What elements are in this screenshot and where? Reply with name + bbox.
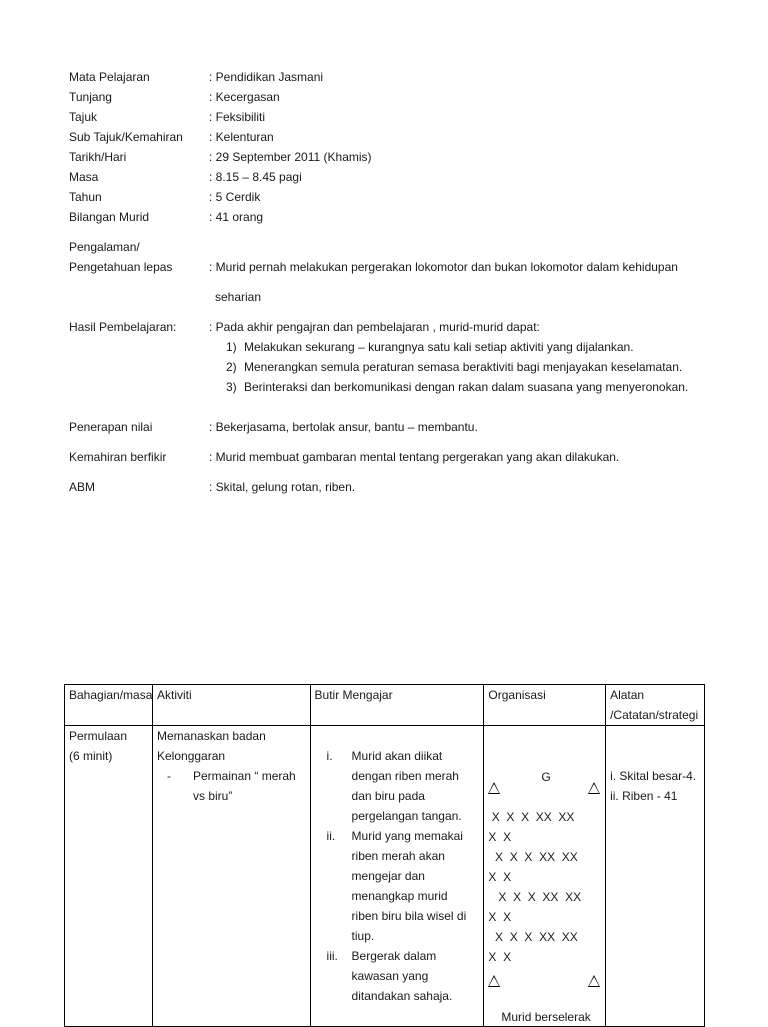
pengalaman-label-row [69,237,709,257]
nilai-row [69,417,709,437]
butir-line: ditandakan sahaja. [351,989,453,1003]
info-label: Bilangan Murid [69,210,150,224]
info-row-masa [69,167,709,187]
abm-label: ABM [69,480,96,494]
info-value: : Pendidikan Jasmani [209,70,324,84]
list-number: 2) [226,360,237,374]
list-item [315,746,480,826]
abm-row [69,477,709,497]
info-label: Tajuk [69,110,98,124]
list-text: Melakukan sekurang – kurangnya satu kali setiap aktiviti yang dijalankan. [244,340,634,354]
berfikir-row [69,447,709,467]
nilai-label: Penerapan nilai [69,420,153,434]
formation-row: X X [488,910,512,924]
pengalaman-row [69,257,709,277]
bullet-line: Permainan “ merah [193,769,296,783]
list-text: Berinteraksi dan berkomunikasi dengan rakan dalam suasana yang menyeronokan. [244,380,689,394]
abm-value: : Skital, gelung rotan, riben. [209,480,356,494]
cone-icon [588,975,600,987]
info-row-tarikh [69,147,709,167]
pengalaman-label-1: Pengalaman/ [69,240,140,254]
list-item [315,946,480,1006]
butir-line: pergelangan tangan. [351,809,462,823]
berfikir-value: : Murid membuat gambaran mental tentang pergerakan yang akan dilakukan. [209,450,620,464]
cell-alatan [606,726,705,1027]
list-item [209,357,709,377]
formation-diagram [484,726,605,1026]
lesson-plan-table [64,684,705,1027]
teacher-marker: G [541,770,551,784]
cone-icon [488,782,500,794]
list-number: i. [326,749,333,763]
table-header-row [65,685,705,726]
cell-butir [310,726,484,1027]
info-label: Tahun [69,190,102,204]
info-row-tajuk [69,107,709,127]
lesson-info [69,67,709,497]
header-alatan-line2: /Catatan/strategi [610,708,699,722]
cell-bahagian [65,726,153,1027]
list-item [209,377,709,397]
butir-line: menangkap murid [351,889,448,903]
list-item [209,337,709,357]
bullet-line: vs biru” [193,789,233,803]
alatan-line: i. Skital besar-4. [610,769,697,783]
formation-caption: Murid berselerak [501,1010,591,1024]
butir-line: tiup. [351,929,375,943]
table-row [65,726,705,1027]
formation-row: X X [488,950,512,964]
header-alatan-line1: Alatan [610,688,645,702]
hasil-row [69,317,709,337]
list-text: Menerangkan semula peraturan semasa beraktiviti bagi menjayakan keselamatan. [244,360,683,374]
aktiviti-line: Kelonggaran [157,749,226,763]
butir-line: kawasan yang [351,969,429,983]
butir-line: riben merah akan [351,849,445,863]
bahagian-time: (6 minit) [69,749,113,763]
info-label: Masa [69,170,99,184]
list-number: 3) [226,380,237,394]
info-row-tahun [69,187,709,207]
cell-aktiviti [153,726,311,1027]
info-label: Tarikh/Hari [69,150,127,164]
info-label: Mata Pelajaran [69,70,150,84]
formation-row: X X [488,870,512,884]
info-value: : Kelenturan [209,130,274,144]
list-item [315,826,480,946]
info-label: Sub Tajuk/Kemahiran [69,130,183,144]
header-organisasi: Organisasi [484,685,606,726]
info-value: : 41 orang [209,210,264,224]
butir-line: dan biru pada [351,789,425,803]
header-aktiviti: Aktiviti [153,685,311,726]
cone-icon [588,782,600,794]
butir-line: dengan riben merah [351,769,459,783]
info-value: : 29 September 2011 (Khamis) [209,150,372,164]
info-value: : 8.15 – 8.45 pagi [209,170,302,184]
cone-icon [488,975,500,987]
list-number: iii. [326,949,338,963]
info-row-mata-pelajaran [69,67,709,87]
butir-list [315,746,480,1006]
formation-row: X X X XX XX [488,930,578,944]
bullet-dash: - [167,769,171,783]
formation-row: X X X XX XX [488,850,578,864]
aktiviti-bullet [157,766,306,806]
info-value: : Kecergasan [209,90,280,104]
info-row-bilangan [69,207,709,227]
pengalaman-value: : Murid pernah melakukan pergerakan lokomotor dan bukan lokomotor dalam kehidupan [209,260,678,274]
butir-line: Murid akan diikat [351,749,443,763]
cell-organisasi [484,726,606,1027]
butir-line: mengejar dan [351,869,425,883]
info-row-sub-tajuk [69,127,709,147]
hasil-intro: : Pada akhir pengajran dan pembelajaran , murid-murid dapat: [209,320,540,334]
formation-row: X X X XX XX [488,890,582,904]
formation-row: X X [488,830,512,844]
butir-line: Murid yang memakai [351,829,463,843]
pengalaman-continuation: seharian [215,290,262,304]
list-number: 1) [226,340,237,354]
hasil-label: Hasil Pembelajaran: [69,320,177,334]
butir-line: riben biru bila wisel di [351,909,467,923]
aktiviti-line: Memanaskan badan [157,729,266,743]
berfikir-label: Kemahiran berfikir [69,450,167,464]
info-row-tunjang [69,87,709,107]
pengalaman-label-2: Pengetahuan lepas [69,260,173,274]
info-value: : 5 Cerdik [209,190,261,204]
header-bahagian: Bahagian/masa [65,685,153,726]
list-number: ii. [326,829,336,843]
butir-line: Bergerak dalam [351,949,437,963]
bahagian-name: Permulaan [69,729,128,743]
alatan-line: ii. Riben - 41 [610,789,678,803]
formation-row: X X X XX XX [488,810,575,824]
info-label: Tunjang [69,90,112,104]
header-butir: Butir Mengajar [310,685,484,726]
nilai-value: : Bekerjasama, bertolak ansur, bantu – membantu. [209,420,478,434]
info-value: : Feksibiliti [209,110,266,124]
hasil-list [209,337,709,397]
header-alatan [606,685,705,726]
